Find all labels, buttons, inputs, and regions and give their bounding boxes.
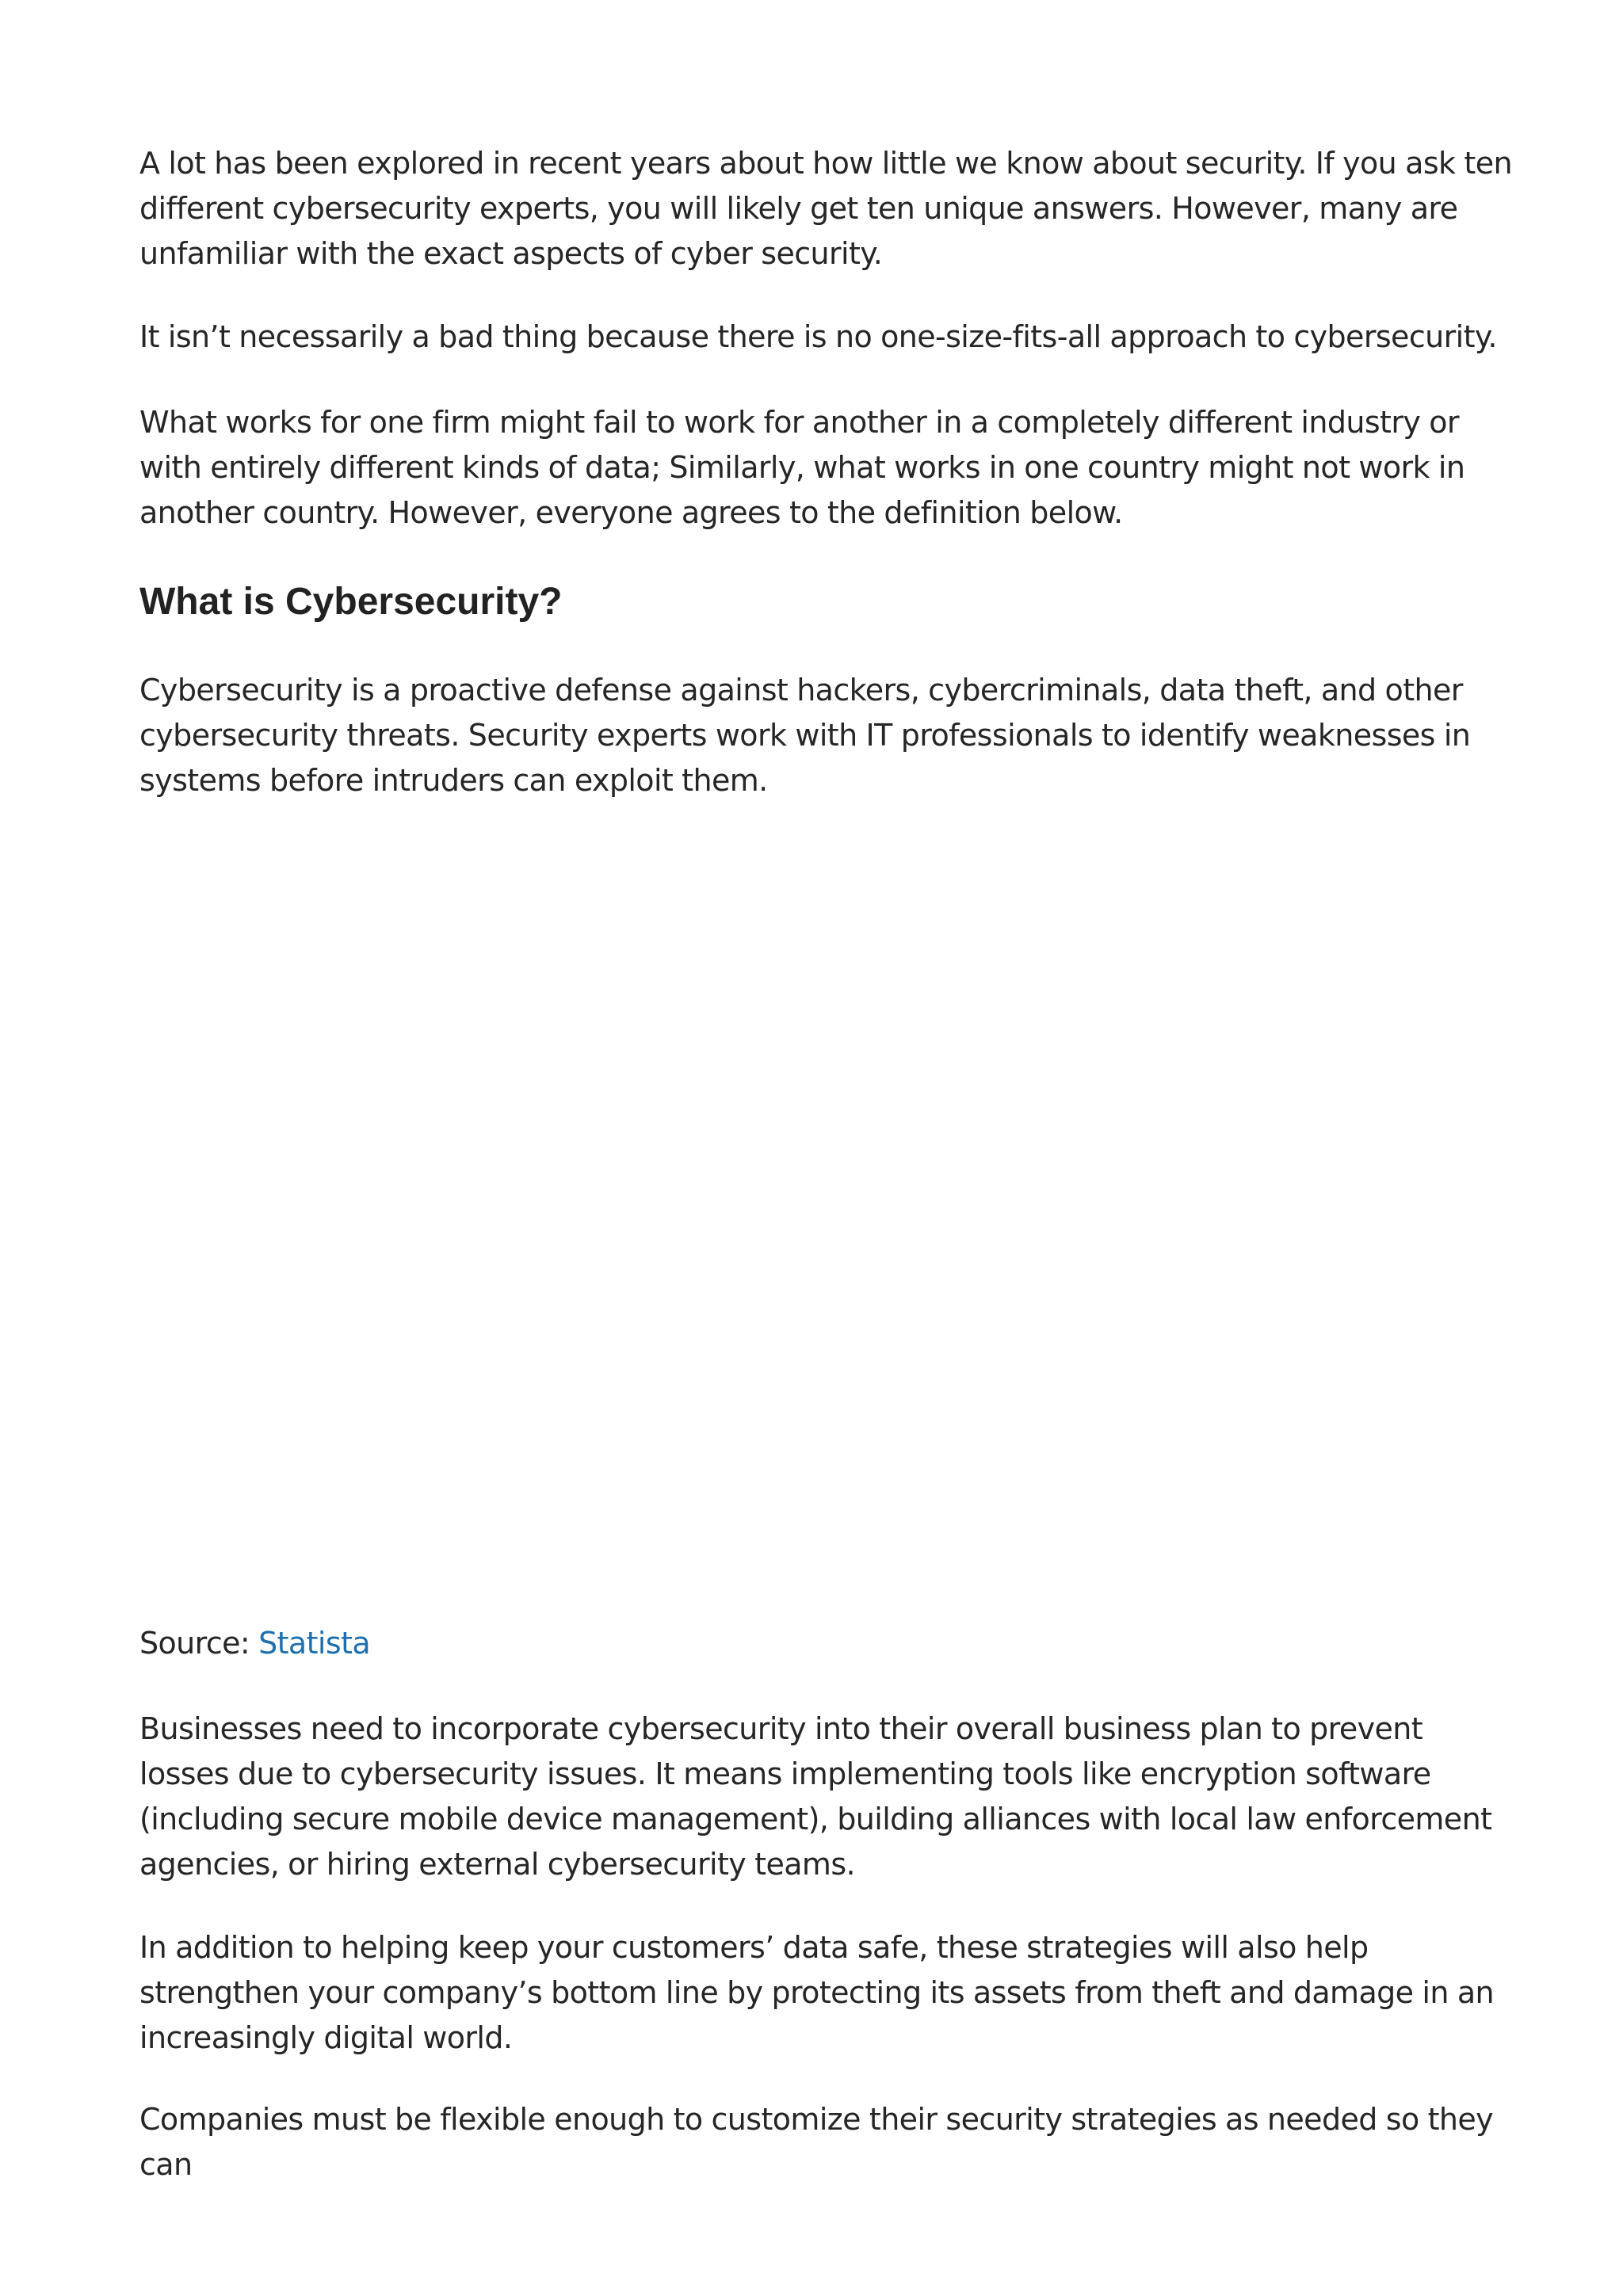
definition-paragraph: Cybersecurity is a proactive defense against hackers, cybercriminals, data theft, and other cybersecurity threats. Security experts work with IT professionals to identify weaknesses in systems before intruders can exploit them.: [139, 673, 1471, 798]
source-line: [139, 1621, 1518, 1666]
intro-paragraph-1: A lot has been explored in recent years about how little we know about security. If you ask ten different cybersecurity experts, you will likely get ten unique answers. However, many are unfamiliar with the exact aspects of cyber security.: [139, 146, 1512, 271]
intro-paragraph-3: What works for one firm might fail to work for another in a completely different industry or with entirely different kinds of data; Similarly, what works in one country might not work in another country. However, everyone agrees to the definition below.: [139, 405, 1465, 530]
body-paragraph-1: Businesses need to incorporate cybersecurity into their overall business plan to prevent losses due to cybersecurity issues. It means implementing tools like encryption software (including secure mobile device management), building alliances with local law enforcement agencies, or hiring external cybersecurity teams.: [139, 1711, 1492, 1882]
section-heading: What is Cybersecurity?: [139, 581, 563, 623]
figure-placeholder: [139, 816, 1518, 1608]
body-paragraph-3: Companies must be flexible enough to customize their security strategies as needed so they can: [139, 2102, 1494, 2182]
statista-link[interactable]: Statista: [258, 1626, 371, 1661]
intro-paragraph-2: It isn’t necessarily a bad thing because there is no one-size-fits-all approach to cybersecurity.: [139, 319, 1497, 354]
body-paragraph-2: In addition to helping keep your customers’ data safe, these strategies will also help strengthen your company’s bottom line by protecting its assets from theft and damage in an increasingly digital world.: [139, 1930, 1495, 2055]
source-label: Source:: [139, 1626, 259, 1661]
